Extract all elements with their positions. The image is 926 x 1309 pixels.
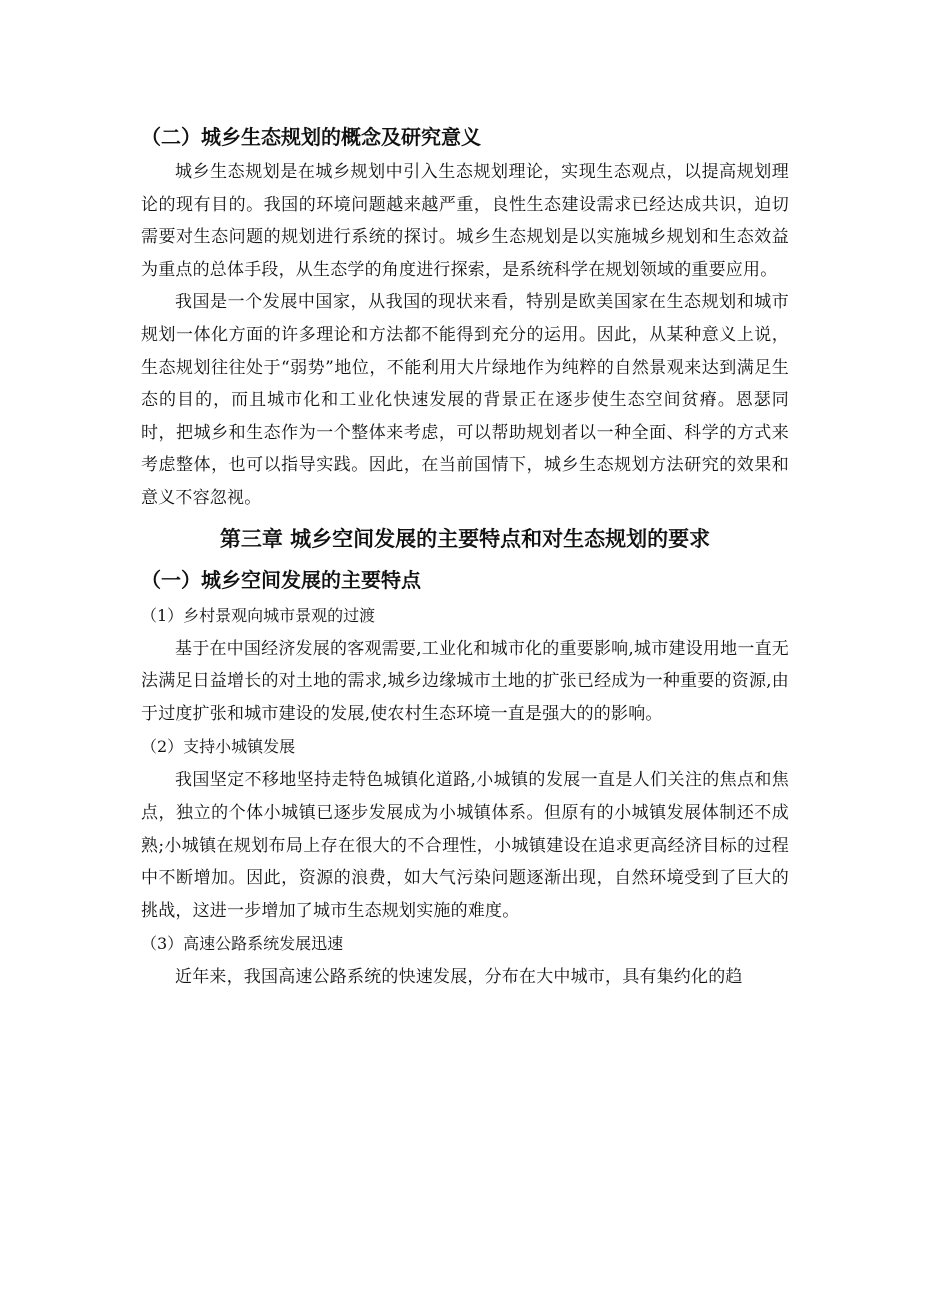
page-content [141,118,789,994]
body-paragraph: 我国是一个发展中国家，从我国的现状来看，特别是欧美国家在生态规划和城市规划一体化方面的许多理论和方法都不能得到充分的运用。因此，从某种意义上说，生态规划往往处于“弱势”地位，不能利用大片绿地作为纯粹的自然景观来达到满足生态的目的，而且城市化和工业化快速发展的背景正在逐步使生态空间贫瘠。恩瑟同时，把城乡和生态作为一个整体来考虑，可以帮助规划者以一种全面、科学的方式来考虑整体，也可以指导实践。因此，在当前国情下，城乡生态规划方法研究的效果和意义不容忽视。 [141,292,789,508]
subsection-label: （2）支持小城镇发展 [141,737,296,757]
section-title-ecological-planning-concept: （二）城乡生态规划的概念及研究意义 [141,125,481,149]
subsection-label: （1）乡村景观向城市景观的过渡 [141,605,376,625]
body-paragraph: 基于在中国经济发展的客观需要,工业化和城市化的重要影响,城市建设用地一直无法满足日益增长的对土地的需求,城乡边缘城市土地的扩张已经成为一种重要的资源,由于过度扩张和城市建设的发展,使农村生态环境一直是强大的的影响。 [141,638,789,724]
body-paragraph: 我国坚定不移地坚持走特色城镇化道路,小城镇的发展一直是人们关注的焦点和焦点，独立的个体小城镇已逐步发展成为小城镇体系。但原有的小城镇发展体制还不成熟;小城镇在规划布局上存在很大的不合理性，小城镇建设在追求更高经济目标的过程中不断增加。因此，资源的浪费，如大气污染问题逐渐出现，自然环境受到了巨大的挑战，这进一步增加了城市生态规划实施的难度。 [141,770,789,921]
body-paragraph: 城乡生态规划是在城乡规划中引入生态规划理论，实现生态观点，以提高规划理论的现有目的。我国的环境问题越来越严重，良性生态建设需求已经达成共识，迫切需要对生态问题的规划进行系统的探讨。城乡生态规划是以实施城乡规划和生态效益为重点的总体手段，从生态学的角度进行探索，是系统科学在规划领域的重要应用。 [141,162,789,280]
subsection-label: （3）高速公路系统发展迅速 [141,934,344,954]
body-paragraph: 近年来，我国高速公路系统的快速发展，分布在大中城市，具有集约化的趋 [175,967,743,988]
chapter-title: 第三章 城乡空间发展的主要特点和对生态规划的要求 [219,526,711,551]
section-title-spatial-development-features: （一）城乡空间发展的主要特点 [141,567,421,592]
